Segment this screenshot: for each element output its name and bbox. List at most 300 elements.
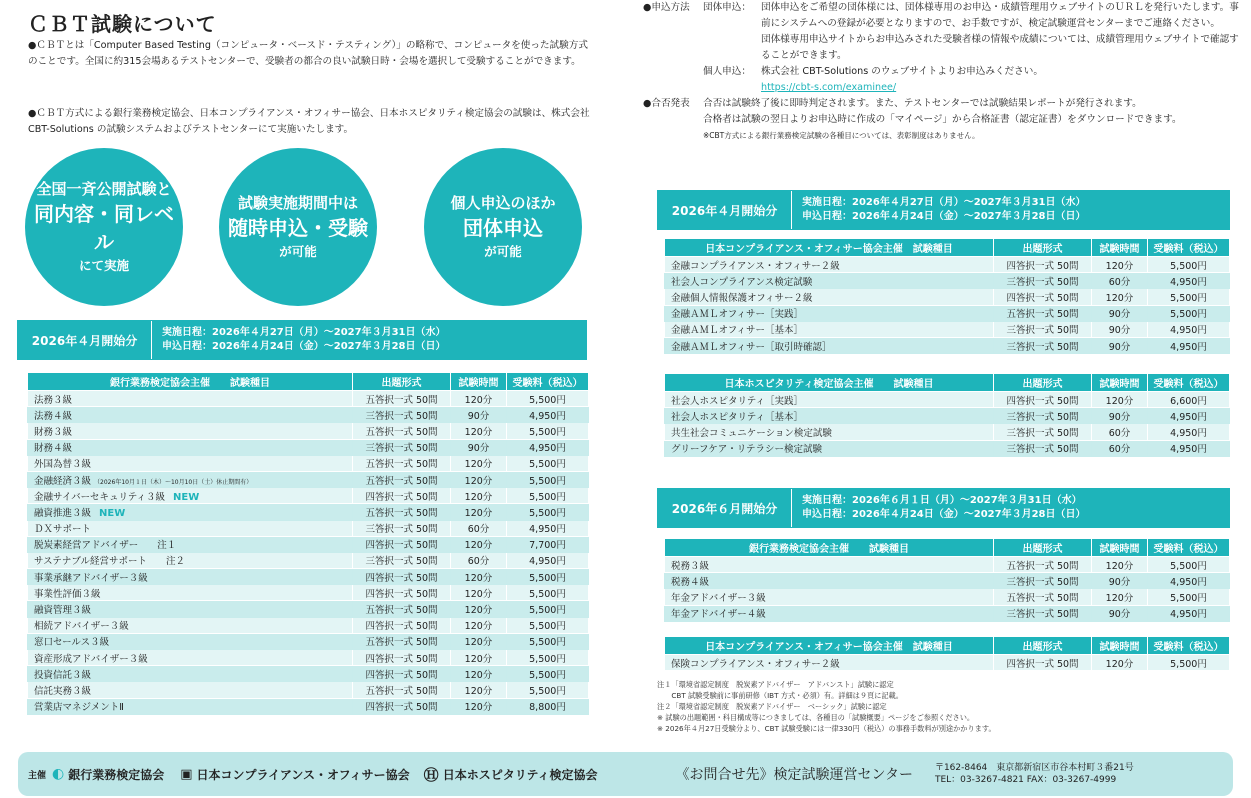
- col-header: 試験時間: [1092, 637, 1148, 655]
- table-cell: [665, 605, 994, 621]
- table-row: [28, 633, 589, 649]
- cell-text: 三答択一式 50問: [1006, 341, 1079, 353]
- cell-text: 金融ＡＭＬオフィサー［取引時確認］: [671, 341, 832, 353]
- apply-group-text-2: 団体様専用申込サイトからお申込みされた受験者様の情報や成績については、成績管理用ウェブサイトで確認することができます。: [761, 34, 1239, 61]
- table-cell: [353, 504, 451, 520]
- schedule-label: 2026年６月開始分: [658, 489, 791, 527]
- cell-text: ＤＸサポート: [34, 524, 92, 536]
- cell-text: 四答択一式 50問: [365, 491, 438, 503]
- schedule-band-april-left: [17, 320, 587, 360]
- cell-text: 90分: [1108, 309, 1131, 321]
- table-cell: [994, 655, 1092, 671]
- table-cell: [665, 557, 994, 573]
- cell-text: 財務３級: [34, 426, 73, 438]
- table-row: [28, 650, 589, 666]
- table-row: [28, 471, 589, 487]
- table-cell: [665, 257, 994, 273]
- cell-text: 5,500円: [529, 669, 566, 681]
- cell-text: 年金アドバイザー４級: [671, 609, 766, 621]
- cell-text: 法務３級: [34, 394, 73, 406]
- col-header: 受験料（税込）: [1148, 637, 1230, 655]
- cell-text: 四答択一式 50問: [1006, 292, 1079, 304]
- cell-text: 税務３級: [671, 560, 710, 572]
- cell-text: 営業店マネジメントⅡ: [34, 702, 124, 714]
- table-cell: [507, 407, 589, 423]
- table-cell: [507, 471, 589, 487]
- cell-text: 相続アドバイザー３級: [34, 621, 129, 633]
- cell-text: 外国為替３級: [34, 459, 92, 471]
- table-cell: [1092, 257, 1148, 273]
- new-badge: NEW: [99, 507, 126, 519]
- cell-text: 5,500円: [529, 491, 566, 503]
- table-cell: [1092, 424, 1148, 440]
- table-row: [665, 321, 1230, 337]
- circle-line: 試験実施期間中は: [237, 194, 358, 212]
- cell-text: 事業承継アドバイザー３級: [34, 572, 148, 584]
- cell-text: 三答択一式 50問: [365, 443, 438, 455]
- cell-text: 投資信託３級: [34, 669, 92, 681]
- cell-text: 4,950円: [1170, 576, 1207, 588]
- col-header: 受験料（税込）: [1148, 374, 1230, 392]
- schedule-band-april-right: [657, 190, 1230, 230]
- table-row: [28, 601, 589, 617]
- cell-text: 90分: [1108, 609, 1131, 621]
- apply-url-link[interactable]: https://cbt-s.com/examinee/: [761, 82, 897, 93]
- table-cell: [507, 520, 589, 536]
- cell-text: 90分: [1108, 411, 1131, 423]
- footnote: ※ 試験の出題範囲・科目構成等につきましては、各種目の「試験概要」ページをご参照ください。: [657, 713, 975, 722]
- table-cell: [353, 617, 451, 633]
- cell-text: 金融経済３級: [34, 475, 92, 487]
- table-cell: [353, 569, 451, 585]
- table-cell: [507, 698, 589, 714]
- cell-text: 4,950円: [1170, 444, 1207, 456]
- table-row: [28, 585, 589, 601]
- schedule-label: 2026年４月開始分: [18, 321, 151, 359]
- table-cell: [451, 439, 507, 455]
- exam-table-compliance-april: [664, 238, 1230, 354]
- cell-text: 事業性評価３級: [34, 588, 101, 600]
- cell-text: 五答択一式 50問: [365, 637, 438, 649]
- table-row: [665, 424, 1230, 440]
- table-cell: [665, 408, 994, 424]
- schedule-date-2: 申込日程：2026年４月24日（金）～2027年３月28日（日）: [802, 509, 1086, 520]
- table-cell: [994, 557, 1092, 573]
- col-header: 日本コンプライアンス・オフィサー協会主催 試験種目: [665, 239, 994, 257]
- table-cell: [994, 257, 1092, 273]
- table-row: [28, 666, 589, 682]
- table-cell: [353, 536, 451, 552]
- col-header: 出題形式: [994, 539, 1092, 557]
- table-row: [28, 391, 589, 407]
- table-cell: [451, 536, 507, 552]
- cell-text: 五答択一式 50問: [365, 507, 438, 519]
- feature-circle-3: [424, 148, 582, 306]
- cell-text: 四答択一式 50問: [1006, 260, 1079, 272]
- table-cell: [994, 305, 1092, 321]
- circle-line: 随時申込・受験: [228, 216, 368, 240]
- cell-text: 金融サイバーセキュリティ３級: [34, 491, 166, 503]
- table-row: [28, 552, 589, 568]
- table-row: [28, 504, 589, 520]
- footer-address: 〒162-8464 東京都新宿区市谷本村町３番21号: [934, 763, 1134, 773]
- result-key: ●合否発表: [643, 98, 690, 109]
- table-cell: [1092, 589, 1148, 605]
- cell-text: 融資管理３級: [34, 605, 92, 617]
- col-header: 試験時間: [1092, 539, 1148, 557]
- cell-text: 120分: [464, 588, 493, 600]
- cell-text: 4,950円: [1170, 411, 1207, 423]
- table-row: [665, 589, 1230, 605]
- table-cell: [28, 569, 353, 585]
- new-badge: NEW: [173, 491, 200, 503]
- cell-text: 120分: [464, 685, 493, 697]
- table-cell: [1092, 573, 1148, 589]
- footer-host-label: 主催: [28, 770, 47, 781]
- table-cell: [353, 666, 451, 682]
- cell-text: 60分: [1108, 427, 1131, 439]
- table-header-row: [28, 373, 589, 391]
- col-header: 出題形式: [994, 637, 1092, 655]
- cell-text: 120分: [464, 475, 493, 487]
- table-cell: [353, 455, 451, 471]
- cell-text: 五答択一式 50問: [365, 394, 438, 406]
- cell-text: 四答択一式 50問: [365, 572, 438, 584]
- table-cell: [28, 682, 353, 698]
- table-row: [665, 273, 1230, 289]
- cell-text: 4,950円: [529, 556, 566, 568]
- table-cell: [507, 391, 589, 407]
- table-cell: [28, 536, 353, 552]
- cell-text: 60分: [467, 556, 490, 568]
- table-cell: [1148, 305, 1230, 321]
- cell-text: サステナブル経営サポート 注２: [34, 556, 186, 568]
- cell-text: 5,500円: [529, 637, 566, 649]
- col-header: 出題形式: [994, 374, 1092, 392]
- table-cell: [994, 605, 1092, 621]
- footer-address-block: [935, 762, 1134, 786]
- apply-group-text: 団体申込をご希望の団体様には、団体様専用のお申込・成績管理用ウェブサイトのＵＲＬを発行いたします。事前にシステムへの登録が必要となりますので、お手数ですが、検定試験運営センターまでご連絡ください。: [761, 2, 1239, 29]
- circle-line: 個人申込のほか: [450, 194, 556, 212]
- table-row: [665, 605, 1230, 621]
- table-row: [665, 655, 1230, 671]
- table-cell: [353, 439, 451, 455]
- table-cell: [507, 504, 589, 520]
- cell-text: 90分: [467, 410, 490, 422]
- cell-text: 4,950円: [529, 524, 566, 536]
- cell-text: 120分: [1105, 292, 1134, 304]
- table-cell: [451, 471, 507, 487]
- compliance-logo-icon: ▣: [180, 766, 193, 782]
- apply-key: ●申込方法: [643, 2, 690, 13]
- table-cell: [28, 552, 353, 568]
- cell-text: 120分: [464, 426, 493, 438]
- table-cell: [507, 601, 589, 617]
- table-cell: [507, 552, 589, 568]
- table-cell: [665, 305, 994, 321]
- exam-table-compliance-june: [664, 636, 1230, 671]
- cell-text: 三答択一式 50問: [365, 524, 438, 536]
- table-row: [28, 455, 589, 471]
- cell-text: 4,950円: [529, 443, 566, 455]
- cell-text: 金融ＡＭＬオフィサー［基本］: [671, 325, 803, 337]
- cell-text: 5,500円: [529, 605, 566, 617]
- cell-text: 90分: [1108, 341, 1131, 353]
- circle-line: にて実施: [78, 258, 129, 273]
- cell-text: 5,500円: [1170, 560, 1207, 572]
- cell-text: 4,950円: [1170, 276, 1207, 288]
- col-header: 受験料（税込）: [1148, 239, 1230, 257]
- table-cell: [665, 589, 994, 605]
- table-cell: [353, 682, 451, 698]
- cell-text: 120分: [464, 669, 493, 681]
- table-cell: [1148, 392, 1230, 408]
- cell-text: 60分: [467, 524, 490, 536]
- table-cell: [507, 439, 589, 455]
- table-cell: [994, 337, 1092, 353]
- cell-text: 四答択一式 50問: [365, 540, 438, 552]
- table-cell: [994, 289, 1092, 305]
- table-cell: [507, 682, 589, 698]
- cell-text: 5,500円: [529, 507, 566, 519]
- schedule-band-june: [657, 488, 1230, 528]
- table-cell: [28, 666, 353, 682]
- table-cell: [1148, 408, 1230, 424]
- table-cell: [451, 407, 507, 423]
- footer-org-1: 銀行業務検定協会: [68, 767, 165, 782]
- table-cell: [353, 585, 451, 601]
- cell-text: 五答択一式 50問: [1006, 309, 1079, 321]
- footer-bar: [18, 752, 1233, 796]
- table-cell: [353, 423, 451, 439]
- table-cell: [451, 601, 507, 617]
- cell-text: 財務４級: [34, 443, 73, 455]
- cell-text: 三答択一式 50問: [1006, 576, 1079, 588]
- table-cell: [1148, 573, 1230, 589]
- table-header-row: [665, 374, 1230, 392]
- table-cell: [28, 439, 353, 455]
- feature-circle-1: [25, 148, 183, 306]
- schedule-date-1: 実施日程：2026年４月27日（月）～2027年３月31日（水）: [162, 327, 446, 338]
- cell-text: 三答択一式 50問: [1006, 411, 1079, 423]
- table-cell: [507, 650, 589, 666]
- footer-org-3: 日本ホスピタリティ検定協会: [442, 767, 598, 782]
- footnote: 注１「環境省認定制度 脱炭素アドバイザー アドバンスト」試験に認定: [657, 680, 894, 689]
- cell-text: 資産形成アドバイザー３級: [34, 653, 148, 665]
- hospitality-logo-icon: Ⓗ: [423, 765, 439, 784]
- intro-paragraph-1: ●ＣＢＴとは「Computer Based Testing（コンピュータ・ベースド・テスティング）」の略称で、コンピュータを使った試験方式のことです。全国に約315会場あるテストセンターで、受験者の都合の良い試験日時・会場を選択して受験することができます。: [28, 40, 588, 67]
- table-cell: [451, 488, 507, 504]
- table-cell: [28, 488, 353, 504]
- table-cell: [1148, 289, 1230, 305]
- cell-text: 120分: [464, 394, 493, 406]
- table-cell: [353, 650, 451, 666]
- table-header-row: [665, 539, 1230, 557]
- cell-text: 法務４級: [34, 410, 73, 422]
- col-header: 銀行業務検定協会主催 試験種目: [28, 373, 353, 391]
- col-header: 試験時間: [1092, 239, 1148, 257]
- cell-text: 5,500円: [1170, 658, 1207, 670]
- table-row: [28, 682, 589, 698]
- cell-text: 五答択一式 50問: [1006, 560, 1079, 572]
- table-row: [665, 289, 1230, 305]
- table-cell: [28, 407, 353, 423]
- table-row: [665, 305, 1230, 321]
- table-cell: [507, 488, 589, 504]
- cell-text: 5,500円: [529, 653, 566, 665]
- cell-text: 120分: [1105, 260, 1134, 272]
- table-cell: [665, 655, 994, 671]
- table-cell: [1092, 605, 1148, 621]
- cell-text: 四答択一式 50問: [365, 702, 438, 714]
- apply-section: [643, 0, 1243, 144]
- table-cell: [665, 321, 994, 337]
- table-row: [28, 439, 589, 455]
- cell-text: 金融ＡＭＬオフィサー［実践］: [671, 309, 803, 321]
- table-cell: [28, 585, 353, 601]
- table-row: [28, 407, 589, 423]
- cell-text: グリーフケア・リテラシー検定試験: [671, 444, 823, 456]
- circle-line: が可能: [484, 244, 522, 259]
- table-row: [28, 423, 589, 439]
- cell-text: 5,500円: [1170, 592, 1207, 604]
- cell-text: 年金アドバイザー３級: [671, 592, 766, 604]
- table-cell: [353, 391, 451, 407]
- cell-text: 4,950円: [529, 410, 566, 422]
- table-cell: [1148, 257, 1230, 273]
- cell-text: 4,950円: [1170, 325, 1207, 337]
- col-header: 日本コンプライアンス・オフィサー協会主催 試験種目: [665, 637, 994, 655]
- table-row: [665, 337, 1230, 353]
- page-title: ＣＢＴ試験について: [28, 12, 217, 36]
- cell-text: 60分: [1108, 444, 1131, 456]
- result-note: ※CBT方式による銀行業務検定試験の各種目については、表彰制度はありません。: [703, 131, 980, 140]
- cell-text: 120分: [464, 637, 493, 649]
- table-cell: [353, 552, 451, 568]
- cell-text: 三答択一式 50問: [1006, 444, 1079, 456]
- table-cell: [451, 569, 507, 585]
- table-cell: [28, 423, 353, 439]
- table-cell: [451, 585, 507, 601]
- schedule-dates: [151, 321, 586, 359]
- table-cell: [451, 698, 507, 714]
- table-cell: [353, 601, 451, 617]
- table-cell: [451, 666, 507, 682]
- cell-text: 90分: [1108, 325, 1131, 337]
- exam-table-bank-april: [27, 372, 589, 715]
- table-cell: [28, 698, 353, 714]
- cell-text: 120分: [464, 459, 493, 471]
- cell-text: 五答択一式 50問: [365, 685, 438, 697]
- table-cell: [28, 504, 353, 520]
- footnotes: [657, 679, 1237, 734]
- cell-text: 120分: [464, 572, 493, 584]
- table-cell: [507, 455, 589, 471]
- table-cell: [353, 520, 451, 536]
- cell-text: 保険コンプライアンス・オフィサー２級: [671, 658, 840, 670]
- table-cell: [507, 666, 589, 682]
- cell-text: 120分: [1105, 560, 1134, 572]
- col-header: 出題形式: [353, 373, 451, 391]
- cell-text: 四答択一式 50問: [1006, 395, 1079, 407]
- table-cell: [451, 552, 507, 568]
- table-cell: [507, 423, 589, 439]
- table-cell: [451, 520, 507, 536]
- apply-individual-text: 株式会社 CBT-Solutions のウェブサイトよりお申込みください。: [761, 66, 1043, 77]
- schedule-date-2: 申込日程：2026年４月24日（金）～2027年３月28日（日）: [802, 211, 1086, 222]
- cell-text: 120分: [464, 605, 493, 617]
- table-cell: [994, 273, 1092, 289]
- cell-text: 三答択一式 50問: [1006, 276, 1079, 288]
- cell-text: 120分: [1105, 658, 1134, 670]
- table-cell: [1148, 557, 1230, 573]
- table-cell: [28, 471, 353, 487]
- table-row: [28, 488, 589, 504]
- table-cell: [665, 392, 994, 408]
- result-text: 合否は試験終了後に即時判定されます。また、テストセンターでは試験結果レポートが発行されます。: [703, 98, 1142, 109]
- cell-text: 5,500円: [529, 621, 566, 633]
- col-header: 日本ホスピタリティ検定協会主催 試験種目: [665, 374, 994, 392]
- table-cell: [507, 585, 589, 601]
- table-cell: [451, 391, 507, 407]
- col-header: 受験料（税込）: [507, 373, 589, 391]
- feature-circle-2: [219, 148, 377, 306]
- cell-text: 5,500円: [1170, 260, 1207, 272]
- cell-text: 4,950円: [1170, 609, 1207, 621]
- cell-text: 5,500円: [529, 475, 566, 487]
- table-row: [665, 440, 1230, 456]
- col-header: 銀行業務検定協会主催 試験種目: [665, 539, 994, 557]
- cell-text: 90分: [467, 443, 490, 455]
- table-cell: [451, 650, 507, 666]
- table-cell: [994, 424, 1092, 440]
- table-cell: [353, 633, 451, 649]
- table-cell: [665, 289, 994, 305]
- cell-text: 三答択一式 50問: [1006, 325, 1079, 337]
- table-cell: [1092, 273, 1148, 289]
- cell-text: 脱炭素経営アドバイザー 注１: [34, 540, 177, 552]
- cell-text: 60分: [1108, 276, 1131, 288]
- table-cell: [28, 391, 353, 407]
- cell-text: 6,600円: [1170, 395, 1207, 407]
- cell-text: 5,500円: [529, 588, 566, 600]
- schedule-date-2: 申込日程：2026年４月24日（金）～2027年３月28日（日）: [162, 341, 446, 352]
- table-row: [28, 520, 589, 536]
- cell-text: 120分: [1105, 592, 1134, 604]
- cell-text: 四答択一式 50問: [365, 588, 438, 600]
- table-cell: [1092, 337, 1148, 353]
- table-cell: [1092, 655, 1148, 671]
- table-cell: [994, 440, 1092, 456]
- table-cell: [665, 424, 994, 440]
- table-cell: [451, 423, 507, 439]
- schedule-dates: [791, 489, 1229, 527]
- table-cell: [353, 698, 451, 714]
- circle-line: 全国一斉公開試験と: [36, 180, 172, 198]
- circle-line: が可能: [279, 244, 317, 259]
- cell-text: 五答択一式 50問: [365, 475, 438, 487]
- table-row: [665, 573, 1230, 589]
- cell-text: 三答択一式 50問: [1006, 427, 1079, 439]
- table-cell: [1148, 337, 1230, 353]
- cell-text: 窓口セールス３級: [34, 637, 110, 649]
- footnote: ※ 2026年４月27日受験分より、CBT 試験受験には一律330円（税込）の事務手数料が別途かかります。: [657, 724, 996, 733]
- table-cell: [1148, 440, 1230, 456]
- table-cell: [28, 520, 353, 536]
- cell-text: 金融コンプライアンス・オフィサー２級: [671, 260, 840, 272]
- cell-text: 8,800円: [529, 702, 566, 714]
- schedule-label: 2026年４月開始分: [658, 191, 791, 229]
